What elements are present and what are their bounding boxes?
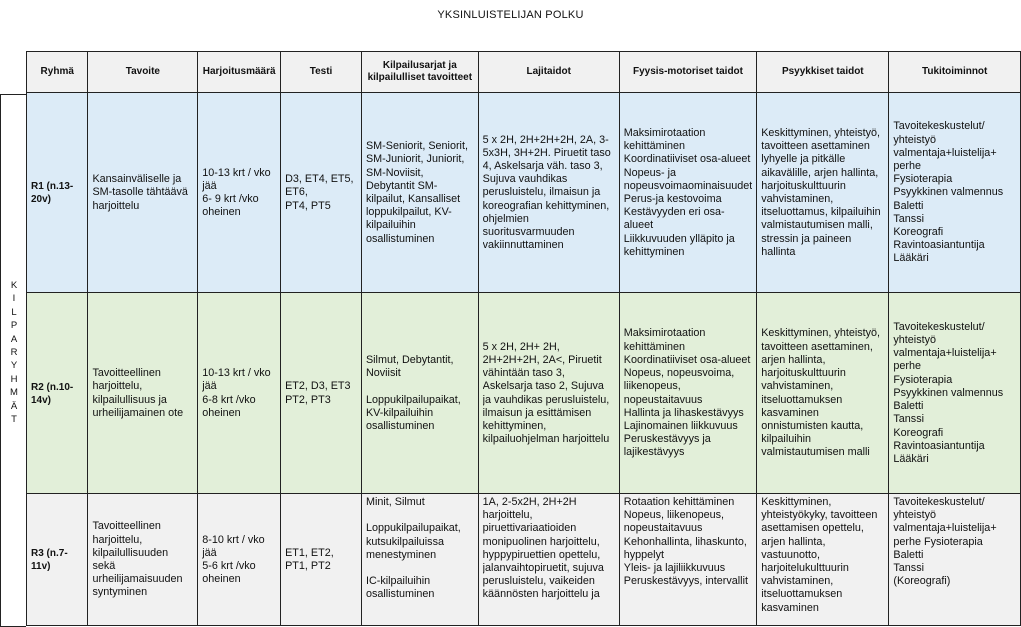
cell-lajitaidot: 5 x 2H, 2H+2H+2H, 2A, 3-5x3H, 3H+2H. Piruetit taso 4, Askelsarja väh. taso 3, Sujuva vauhdikas perusluistelu, ilmaisun ja koreografian kehittyminen, ohjelmien suoritusvarmuuden vakiinnuttaminen: [478, 93, 619, 293]
col-header-tavoite: Tavoite: [88, 52, 198, 93]
cell-tukitoiminnot: Tavoitekeskustelut/ yhteistyö valmentaja+luistelija+ perhe Fysioterapia Baletti Tanssi (Koreografi): [889, 494, 1021, 626]
cell-testi: ET2, D3, ET3 PT2, PT3: [281, 293, 362, 494]
col-header-psyykkiset: Psyykkiset taidot: [757, 52, 889, 93]
col-header-kilpailusarjat: Kilpailusarjat ja kilpailulliset tavoitteet: [361, 52, 478, 93]
cell-harjoitusmaara: 10-13 krt / vko jää 6-8 krt /vko oheinen: [198, 293, 281, 494]
cell-group: R2 (n.10- 14v): [27, 293, 88, 494]
cell-tavoite: Kansainväliselle ja SM-tasolle tähtäävä harjoittelu: [88, 93, 198, 293]
cell-harjoitusmaara: 8-10 krt / vko jää 5-6 krt /vko oheinen: [198, 494, 281, 626]
cell-tukitoiminnot: Tavoitekeskustelut/ yhteistyö valmentaja+luistelija+ perhe Fysioterapia Psyykkinen valmennus Baletti Tanssi Koreografi Ravintoasiantuntija Lääkäri: [889, 93, 1021, 293]
cell-testi: ET1, ET2, PT1, PT2: [281, 494, 362, 626]
cell-lajitaidot: 1A, 2-5x2H, 2H+2H harjoittelu, piruettivariaatioiden monipuolinen harjoittelu, hyppypiruettien opettelu, jalanvaihtopiruetit, sujuva perusluistelu, vaikeiden käännösten harjoittelu ja: [478, 494, 619, 626]
side-group-letters: K I L P A R Y H M Ä T: [10, 280, 18, 426]
col-header-fyysis-motoriset: Fyysis-motoriset taidot: [619, 52, 756, 93]
cell-tavoite: Tavoitteellinen harjoittelu, kilpailullisuuden sekä urheilijamaisuuden syntyminen: [88, 494, 198, 626]
cell-testi: D3, ET4, ET5, ET6, PT4, PT5: [281, 93, 362, 293]
document-title: YKSINLUISTELIJAN POLKU: [437, 9, 584, 21]
header-row: [27, 52, 1021, 93]
cell-psyykkiset: Keskittyminen, yhteistyö, tavoitteen asettaminen, arjen hallinta, harjoituskulttuurin vahvistaminen, itseluottamuksen kasvaminen onnistumisten kautta, kilpailuihin valmistautumisen malli: [757, 293, 889, 494]
cell-harjoitusmaara: 10-13 krt / vko jää 6- 9 krt /vko oheinen: [198, 93, 281, 293]
col-header-harjoitusmaara: Harjoitusmäärä: [198, 52, 281, 93]
cell-fyysis-motoriset: Maksimirotaation kehittäminen Koordinatiiviset osa-alueet Nopeus, nopeusvoima, liikenopeus, nopeustaitavuus Hallinta ja lihaskestävyys Lajinomainen liikkuvuus Peruskestävyys ja lajikestävyys: [619, 293, 756, 494]
cell-tukitoiminnot: Tavoitekeskustelut/ yhteistyö valmentaja+luistelija+ perhe Fysioterapia Psyykkinen valmennus Baletti Tanssi Koreografi Ravintoasiantuntija Lääkäri: [889, 293, 1021, 494]
cell-fyysis-motoriset: Rotaation kehittäminen Nopeus, liikenopeus, nopeustaitavuus Kehonhallinta, lihaskunto, hyppelyt Yleis- ja lajiliikkuvuus Peruskestävyys, intervallit: [619, 494, 756, 626]
cell-kilpailusarjat: SM-Seniorit, Seniorit, SM-Juniorit, Juniorit, SM-Noviisit, Debytantit SM-kilpailut, Kansalliset loppukilpailut, KV-kilpailuihin osallistuminen: [361, 93, 478, 293]
cell-psyykkiset: Keskittyminen, yhteistyö, tavoitteen asettaminen lyhyelle ja pitkälle aikavälille, arjen hallinta, harjoituskulttuurin vahvistaminen, itseluottamus, kilpailuihin valmistautumisen malli, stressin ja paineen hallinta: [757, 93, 889, 293]
cell-fyysis-motoriset: Maksimirotaation kehittäminen Koordinatiiviset osa-alueet Nopeus- ja nopeusvoimaominaisuudet Perus-ja kestovoima Kestävyyden eri osa-alueet Liikkuvuuden ylläpito ja kehittyminen: [619, 93, 756, 293]
cell-kilpailusarjat: Minit, Silmut Loppukilpailupaikat, kutsukilpailuissa menestyminen IC-kilpailuihin osallistuminen: [361, 494, 478, 626]
table-row-r2: [27, 293, 1021, 494]
table-row-r1: [27, 93, 1021, 293]
cell-lajitaidot: 5 x 2H, 2H+ 2H, 2H+2H+2H, 2A<, Piruetit vähintään taso 3, Askelsarja taso 2, Sujuva ja vauhdikas perusluistelu, ilmaisun ja esittämisen kehittyminen, kilpailuohjelman harjoittelu: [478, 293, 619, 494]
table-row-r3: [27, 494, 1021, 626]
skating-path-table: [26, 51, 1021, 626]
cell-group: R3 (n.7- 11v): [27, 494, 88, 626]
side-group-label: [0, 94, 26, 627]
cell-tavoite: Tavoitteellinen harjoittelu, kilpailullisuus ja urheilijamainen ote: [88, 293, 198, 494]
col-header-tukitoiminnot: Tukitoiminnot: [889, 52, 1021, 93]
cell-psyykkiset: Keskittyminen, yhteistyökyky, tavoitteen asettamisen opettelu, arjen hallinta, vastuunotto, harjoitelukulttuurin vahvistaminen, itseluottamuksen kasvaminen: [757, 494, 889, 626]
col-header-testi: Testi: [281, 52, 362, 93]
cell-kilpailusarjat: Silmut, Debytantit, Noviisit Loppukilpailupaikat, KV-kilpailuihin osallistuminen: [361, 293, 478, 494]
col-header-ryhma: Ryhmä: [27, 52, 88, 93]
col-header-lajitaidot: Lajitaidot: [478, 52, 619, 93]
cell-group: R1 (n.13- 20v): [27, 93, 88, 293]
